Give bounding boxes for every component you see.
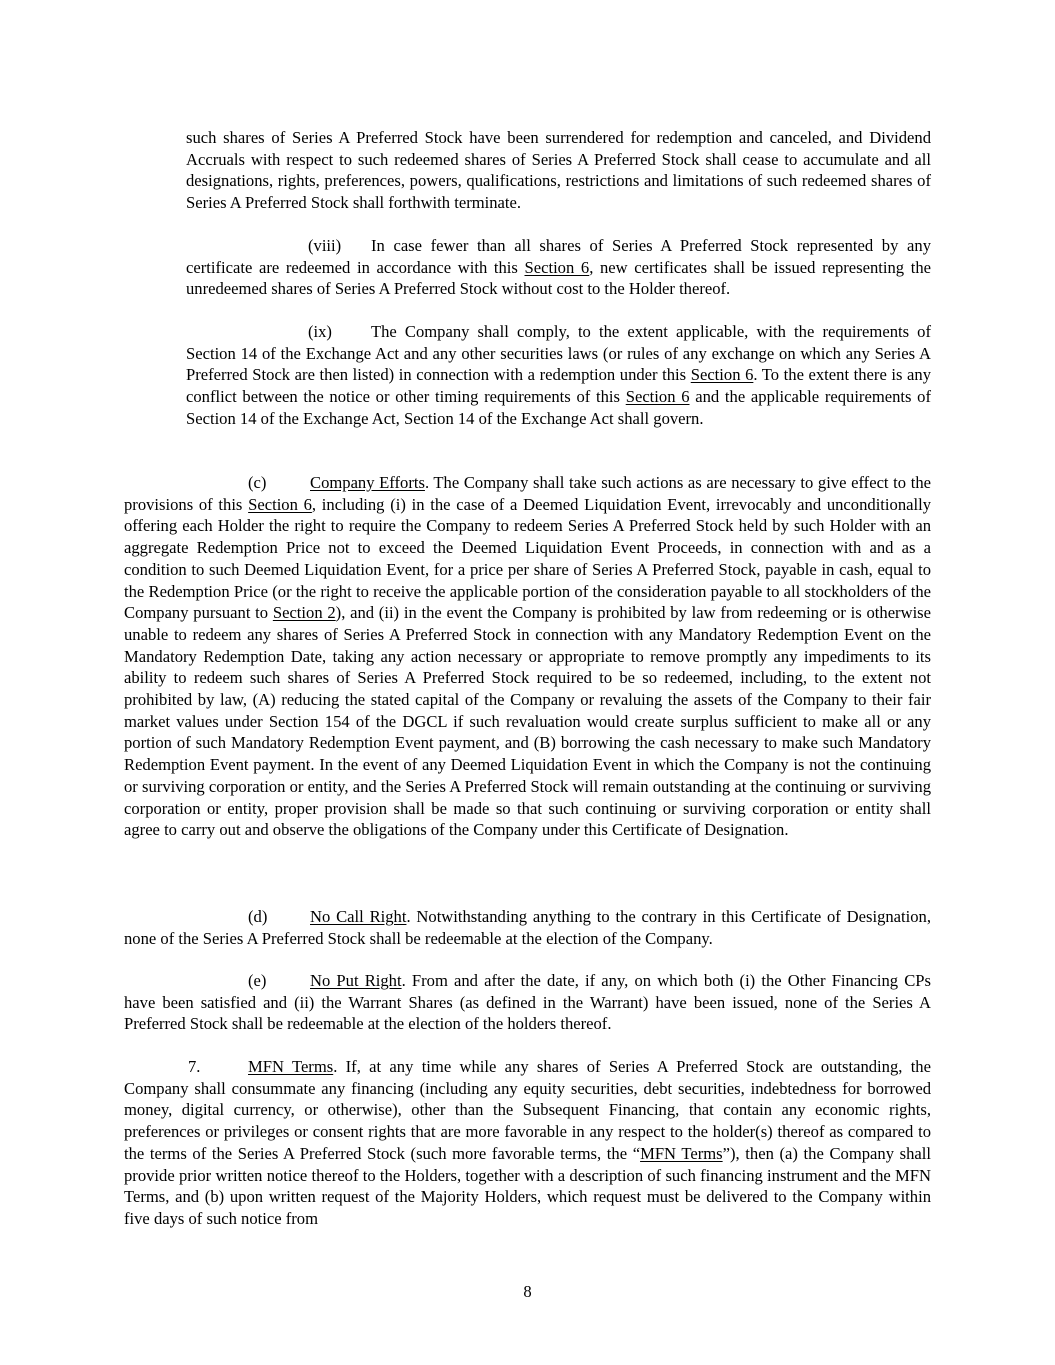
clause-text: The Company shall comply, to the extent applicable, with the requirements of Section 14 of the Exchange Act and any other securities laws (or rules of any exchange on which any Series A Preferred Stock are then listed) in connection with a redemption under this — [186, 322, 931, 385]
clause-d — [124, 906, 931, 949]
section-reference: Section 6 — [625, 387, 690, 407]
clause-label: (viii) — [308, 236, 342, 255]
section-7 — [124, 1056, 931, 1230]
clause-label: (ix) — [308, 322, 332, 341]
section-text: . If, at any time while any shares of Series A Preferred Stock are outstanding, the Company shall consummate any financing (including any equity securities, debt securities, indebtedness for borrowed money, digital currency, or otherwise), other than the Subsequent Financing, that contain any economic rights, preferences or privileges or consent rights that are more favorable in any respect to the holder(s) thereof as compared to the terms of the Series A Preferred Stock (such more favorable terms, the “ — [124, 1057, 931, 1163]
clause-viii — [186, 235, 931, 300]
clause-text: . From and after the date, if any, on which both (i) the Other Financing CPs have been satisfied and (ii) the Warrant Shares (as defined in the Warrant) have been issued, none of the Series A Preferred Stock shall be redeemable at the election of the holders thereof. — [124, 971, 931, 1034]
clause-text: and the applicable requirements of Section 14 of the Exchange Act, Section 14 of the Exchange Act shall govern. — [186, 387, 932, 428]
section-reference: Section 6 — [524, 257, 590, 277]
section-reference: Section 6 — [248, 494, 312, 514]
paragraph-text: such shares of Series A Preferred Stock have been surrendered for redemption and canceled, and Dividend Accruals with respect to such redeemed shares of Series A Preferred Stock shall cease to accumulate and all designations, rights, preferences, powers, qualifications, restrictions and limitations of such redeemed shares of Series A Preferred Stock shall forthwith terminate. — [186, 128, 931, 213]
clause-heading: No Put Right — [310, 971, 402, 990]
clause-text: , new certificates shall be issued representing the unredeemed shares of Series A Preferred Stock without cost to the Holder thereof. — [186, 257, 932, 299]
defined-term: MFN Terms — [640, 1143, 723, 1163]
clause-text: . The Company shall take such actions as are necessary to give effect to the provisions of this — [124, 473, 931, 514]
clause-text: ), and (ii) in the event the Company is prohibited by law from redeeming or is otherwise unable to redeem any shares of Series A Preferred Stock in connection with any Mandatory Redemption Event on the Mandatory Redemption Date, taking any action necessary or appropriate to remove promptly any impediments to its ability to redeem such shares of Series A Preferred Stock required to be so redeemed, including, to the extent not prohibited by law, (A) reducing the stated capital of the Company or revaluing the assets of the Company to their fair market values under Section 154 of the DGCL if such revaluation would create surplus sufficient to make all or any portion of such Mandatory Redemption Event payment, and (B) borrowing the cash necessary to make such Mandatory Redemption Event payment. In the event of any Deemed Liquidation Event in which the Company is not the continuing or surviving corporation or entity, and the Series A Preferred Stock will remain outstanding at the continuing or surviving corporation or entity, proper provision shall be made so that such continuing or surviving corporation or entity shall agree to carry out and observe the obligations of the Company under this Certificate of Designation. — [124, 603, 932, 840]
clause-label: (c) — [248, 473, 267, 492]
clause-text: . Notwithstanding anything to the contrary in this Certificate of Designation, none of the Series A Preferred Stock shall be redeemable at the election of the Company. — [124, 907, 931, 948]
clause-ix — [186, 321, 931, 430]
clause-heading: Company Efforts — [310, 473, 425, 492]
clause-text: , including (i) in the case of a Deemed Liquidation Event, irrevocably and unconditionally offering each Holder the right to require the Company to redeem Series A Preferred Stock held by such Holder with an aggregate Redemption Price not to exceed the Deemed Liquidation Event Proceeds, in connection with and as a condition to such Deemed Liquidation Event, for a price per share of Series A Preferred Stock, payable in cash, equal to the Redemption Price (or the right to receive the applicable portion of the consideration payable to all stockholders of the Company pursuant to — [124, 494, 931, 623]
paragraph-continuation — [186, 127, 931, 214]
clause-text: In case fewer than all shares of Series A Preferred Stock represented by any certificate are redeemed in accordance with this — [186, 236, 931, 277]
section-text: ”), then (a) the Company shall provide prior written notice thereof to the Holders, together with a description of such financing instrument and the MFN Terms, and (b) upon written request of the Majority Holders, which request must be delivered to the Company within five days of such notice from — [124, 1143, 931, 1228]
clause-e — [124, 970, 931, 1035]
clause-heading: No Call Right — [310, 907, 407, 926]
section-reference: Section 6 — [690, 365, 754, 385]
clause-label: (d) — [248, 907, 268, 926]
section-heading: MFN Terms — [248, 1057, 334, 1076]
section-label: 7. — [188, 1057, 201, 1076]
clause-c — [124, 472, 931, 841]
page-number: 8 — [523, 1282, 532, 1301]
clause-text: . To the extent there is any conflict between the notice or other timing requirements of this — [186, 365, 931, 407]
section-reference: Section 2 — [272, 603, 336, 623]
clause-label: (e) — [248, 971, 267, 990]
